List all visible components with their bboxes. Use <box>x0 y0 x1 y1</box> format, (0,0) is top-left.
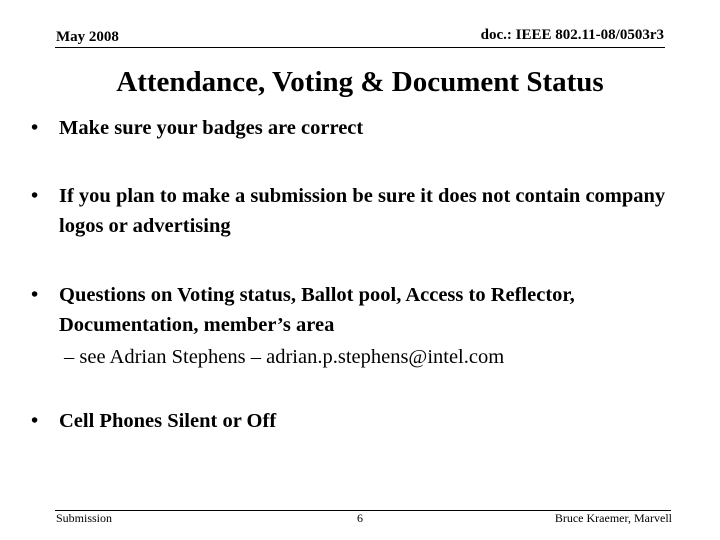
bullet-item <box>31 181 681 241</box>
bullet-marker: • <box>31 185 39 207</box>
bullet-marker: • <box>31 284 39 306</box>
bullet-item <box>31 113 681 143</box>
bullet-text: Make sure your badges are correct <box>59 117 364 139</box>
bullet-text: Cell Phones Silent or Off <box>59 410 277 432</box>
header-doc-id: doc.: IEEE 802.11-08/0503r3 <box>480 27 664 43</box>
footer-submission: Submission <box>56 511 113 525</box>
sub-bullet-text: – see Adrian Stephens – adrian.p.stephens@intel.com <box>64 346 505 368</box>
bullet-item <box>31 406 681 436</box>
slide-title: Attendance, Voting & Document Status <box>116 66 604 98</box>
bullet-marker: • <box>31 410 39 432</box>
footer-page-number: 6 <box>357 511 363 525</box>
header-date: May 2008 <box>56 29 119 45</box>
bullet-text: If you plan to make a submission be sure it does not contain company logos or advertising <box>59 185 666 237</box>
bullet-text: Questions on Voting status, Ballot pool, Access to Reflector, Documentation, member’s area <box>59 284 575 336</box>
footer-author: Bruce Kraemer, Marvell <box>554 511 672 525</box>
bullet-item <box>31 280 681 340</box>
bullet-marker: • <box>31 117 39 139</box>
header-divider <box>55 47 665 48</box>
